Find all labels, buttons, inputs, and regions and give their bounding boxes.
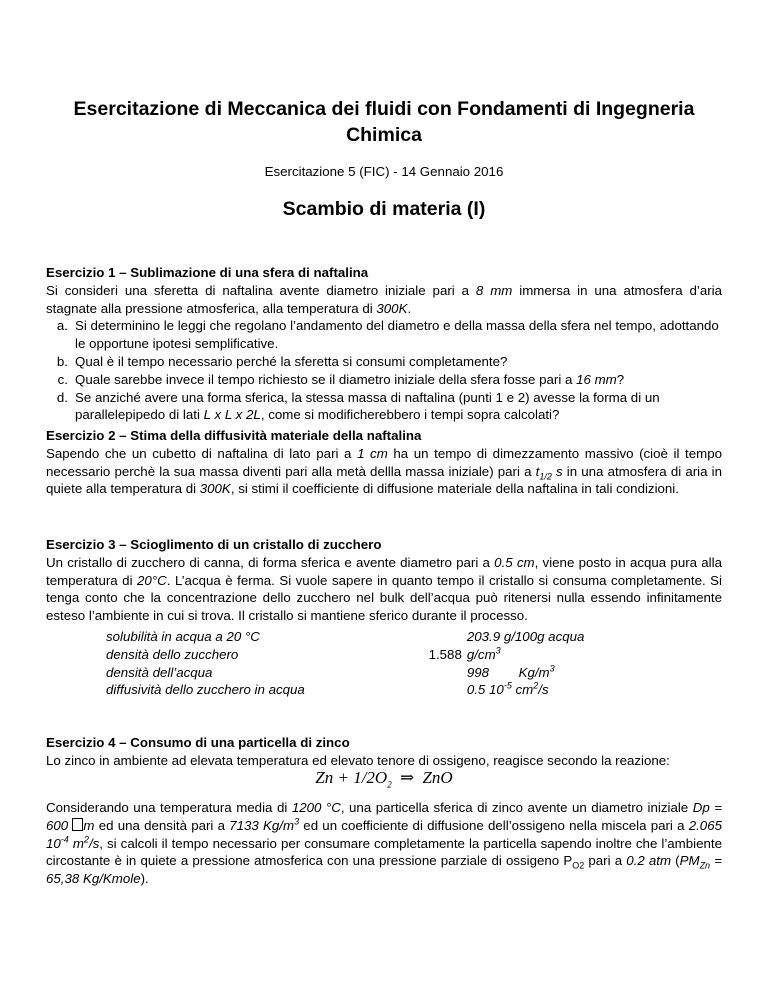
missing-glyph-icon	[72, 818, 83, 831]
question-d: d. Se anziché avere una forma sferica, la stessa massa di naftalina (punti 1 e 2) avesse la forma di un parallelepipedo di lati L x L x 2L, come si modificherebbero i tempi sopra calcolati?	[56, 389, 660, 423]
question-a: a. Si determinino le leggi che regolano l’andamento del diametro e della massa della sfera nel tempo, adottando le opportune ipotesi semplificative.	[56, 318, 719, 352]
exercise-1-intro: Si consideri una sferetta di naftalina avente diametro iniziale pari a 8 mm immersa in una atmosfera d’aria stagnate alla pressione atmosferica, alla temperatura di 300K.	[46, 282, 723, 316]
section-title: Scambio di materia (I)	[282, 198, 486, 220]
document-title: Esercitazione di Meccanica dei fluidi con Fondamenti di Ingegneria Chimica	[73, 98, 695, 146]
exercise-3-text: Un cristallo di zucchero di canna, di forma sferica e avente diametro pari a 0.5 cm, viene posto in acqua pura alla temperatura di 20°C. L’acqua è ferma. Si vuole sapere in quanto tempo il cristallo si consuma completamente. Si tenga conto che la concentrazione dello zucchero nel bulk dell’acqua può ritenersi nulla essendo infinitamente esteso l’ambiente in cui si trova. Il cristallo si mantiene sferico durante il processo.	[46, 554, 722, 624]
exercise-3-title: Esercizio 3 – Scioglimento di un cristallo di zucchero	[46, 537, 382, 552]
exercise-4-intro: Lo zinco in ambiente ad elevata temperatura ed elevato tenore di ossigeno, reagisce secondo la reazione:	[46, 752, 670, 768]
exercise-4	[46, 734, 722, 770]
exercise-1-questions	[46, 317, 722, 424]
question-b: b. Qual è il tempo necessario perché la sferetta si consumi completamente?	[56, 353, 508, 369]
exercise-2-text: Sapendo che un cubetto di naftalina di lato pari a 1 cm ha un tempo di dimezzamento massivo (cioè il tempo necessario perchè la sua massa diventi pari alla metà dellla massa iniziale) pari a $t_{1/2}$ s in una atmosfera di aria in quiete alla temperatura di 300K, si stimi il coefficiente di diffusione materiale della naftalina in tali condizioni.	[46, 445, 722, 497]
exercise-1-title: Esercizio 1 – Sublimazione di una sfera di naftalina	[46, 265, 369, 280]
exercise-2	[46, 427, 722, 498]
exercise-4-title: Esercizio 4 – Consumo di una particella di zinco	[46, 735, 350, 750]
reaction-equation: $Zn + 1/2O_2$ ⇒ ZnO	[315, 768, 453, 790]
table-row: diffusività dello zucchero in acqua 0.5 $10^{-5}$ $cm^2/s$	[106, 680, 549, 698]
exercise-3	[46, 536, 722, 625]
table-row: densità dello zucchero 1.588 $g/cm^3$	[106, 645, 501, 662]
question-c: c. Quale sarebbe invece il tempo richiesto se il diametro iniziale della sfera fosse pari a 16 mm?	[57, 371, 625, 387]
table-row: densità dell’acqua 998 $Kg/m^3$	[106, 663, 555, 680]
exercise-4-text: Considerando una temperatura media di 1200 °C, una particella sferica di zinco avente un diametro iniziale Dp = 600 m ed una densità pari a 7133 $Kg/m^3$ ed un coefficiente di diffusione dell’ossigeno nella miscela pari a 2.065 $10^{-4}$ $m^2/s$, si calcoli il tempo necessario per consumare completamente la particella sapendo inoltre che l’ambiente circostante è in quiete a pressione atmosferica con una pressione parziale di ossigeno $P_{O2}$ pari a 0.2 atm ($PM_{Zn} = 65,38$ Kg/Kmole).	[46, 800, 722, 887]
exercise-4-body	[46, 799, 722, 888]
exercise-1	[46, 264, 722, 424]
document-subtitle: Esercitazione 5 (FIC) - 14 Gennaio 2016	[264, 164, 504, 179]
table-row: solubilità in acqua a 20 °C 203.9 g/100g acqua	[106, 629, 585, 644]
exercise-2-title: Esercizio 2 – Stima della diffusività materiale della naftalina	[46, 428, 422, 443]
properties-table	[106, 628, 706, 699]
